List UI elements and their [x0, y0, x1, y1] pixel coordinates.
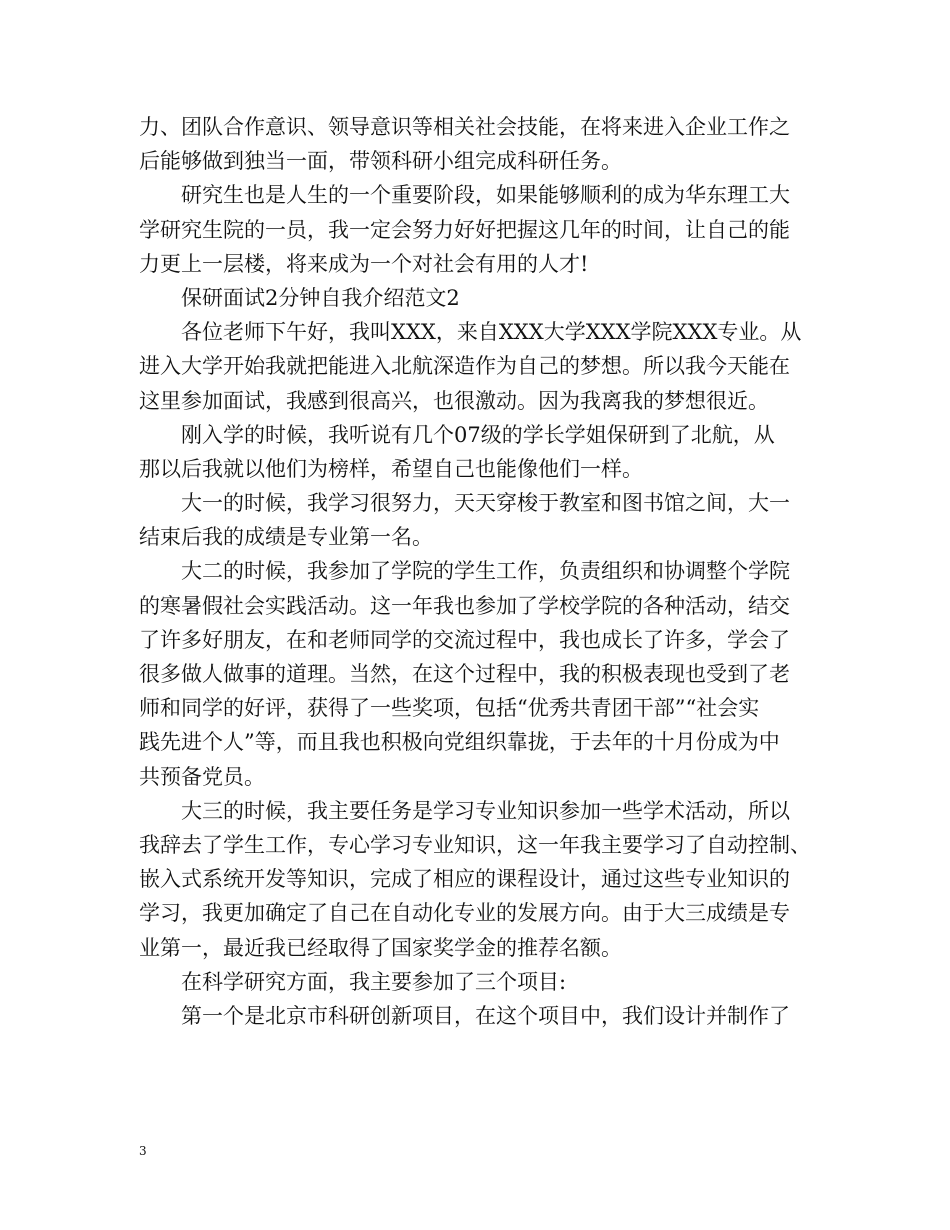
- text-line: 师和同学的好评，获得了一些奖项，包括“优秀共青团干部”“社会实: [139, 696, 760, 721]
- text-line: 共预备党员。: [139, 764, 265, 789]
- text-line: 结束后我的成绩是专业第一名。: [139, 525, 433, 550]
- text-line: 刚入学的时候，我听说有几个07级的学长学姐保研到了北航，从: [181, 422, 775, 447]
- text-line: 业第一，最近我已经取得了国家奖学金的推荐名额。: [139, 935, 622, 960]
- text-line: 保研面试2分钟自我介绍范文2: [181, 285, 460, 310]
- text-line: 很多做人做事的道理。当然，在这个过程中，我的积极表现也受到了老: [139, 662, 790, 686]
- body-text: [139, 110, 829, 1033]
- text-line: 各位老师下午好，我叫XXX，来自XXX大学XXX学院XXX专业。从: [181, 320, 802, 345]
- text-line: 大一的时候，我学习很努力，天天穿梭于教室和图书馆之间，大一: [181, 491, 790, 516]
- text-line: 学习，我更加确定了自己在自动化专业的发展方向。由于大三成绩是专: [139, 901, 790, 926]
- text-line: 我辞去了学生工作，专心学习专业知识，这一年我主要学习了自动控制、: [139, 832, 811, 857]
- text-line: 嵌入式系统开发等知识，完成了相应的课程设计，通过这些专业知识的: [139, 867, 790, 892]
- text-line: 在科学研究方面，我主要参加了三个项目:: [181, 969, 567, 994]
- page-number: 3: [139, 1144, 147, 1158]
- text-line: 力、团队合作意识、领导意识等相关社会技能，在将来进入企业工作之: [139, 115, 790, 139]
- text-line: 大二的时候，我参加了学院的学生工作，负责组织和协调整个学院: [181, 559, 790, 584]
- text-line: 这里参加面试，我感到很高兴，也很激动。因为我离我的梦想很近。: [139, 388, 769, 413]
- text-line: 了许多好朋友，在和老师同学的交流过程中，我也成长了许多，学会了: [139, 627, 790, 652]
- text-line: 学研究生院的一员，我一定会努力好好把握这几年的时间，让自己的能: [139, 217, 790, 242]
- text-line: 大三的时候，我主要任务是学习专业知识参加一些学术活动，所以: [181, 798, 790, 823]
- text-line: 那以后我就以他们为榜样，希望自己也能像他们一样。: [139, 456, 643, 481]
- text-line: 第一个是北京市科研创新项目，在这个项目中，我们设计并制作了: [181, 1003, 790, 1028]
- text-line: 后能够做到独当一面，带领科研小组完成科研任务。: [139, 149, 622, 174]
- text-line: 的寒暑假社会实践活动。这一年我也参加了学校学院的各种活动，结交: [139, 593, 790, 618]
- text-line: 研究生也是人生的一个重要阶段，如果能够顺利的成为华东理工大: [181, 183, 790, 208]
- text-line: 践先进个人”等，而且我也积极向党组织靠拢，于去年的十月份成为中: [139, 730, 780, 755]
- text-line: 进入大学开始我就把能进入北航深造作为自己的梦想。所以我今天能在: [139, 354, 790, 379]
- text-line: 力更上一层楼，将来成为一个对社会有用的人才!: [139, 251, 589, 276]
